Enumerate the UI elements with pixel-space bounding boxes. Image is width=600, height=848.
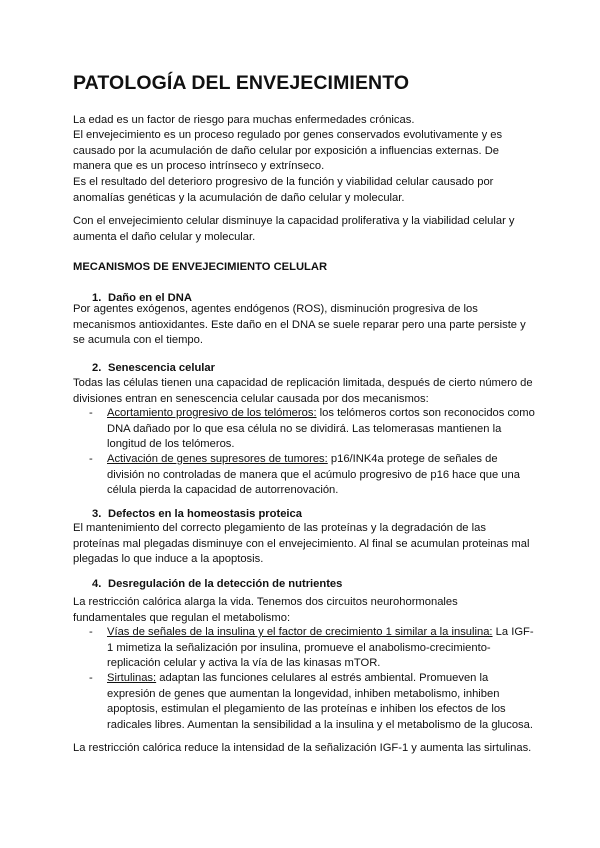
list-dash: - (89, 407, 93, 419)
section-body: Por agentes exógenos, agentes endógenos (ROS), disminución progresiva de los mecanismos antioxidantes. Este daño en el DNA se suele reparar pero una parte persiste y se acumula con el tiempo. (73, 303, 526, 347)
section-number: 4. (92, 578, 102, 590)
list-dash: - (89, 672, 93, 684)
section-body: El mantenimiento del correcto plegamiento de las proteínas y la degradación de las proteínas mal plegadas disminuye con el envejecimiento. Al final se acumulan proteinas mal plegadas lo que induce a la apoptosis. (73, 522, 530, 566)
section-title: Daño en el DNA (108, 292, 192, 304)
intro-paragraph: Con el envejecimiento celular disminuye la capacidad proliferativa y la viabilidad celular y aumenta el daño celular y molecular. (73, 215, 515, 243)
list-item-body: adaptan las funciones celulares al estrés ambiental. Promueven la expresión de genes que aumentan la longevidad, inhiben metabolismo, inhiben apoptosis, estimulan el plegamiento de las proteínas e inhiben los efectos de los radicales libres. Aumentan la sensibilidad a la insulina y el metabolismo de la glucosa. (107, 672, 533, 731)
list-item-body: La IGF-1 mimetiza la señalización por insulina, promueve el anabolismo-crecimiento-replicación celular y activa la vía de las kinasas mTOR. (107, 626, 534, 670)
list-item-term: Acortamiento progresivo de los telómeros: (107, 407, 317, 419)
list-item (89, 406, 537, 453)
list-item (89, 625, 537, 672)
list-item-text (107, 671, 537, 733)
intro-paragraph: La edad es un factor de riesgo para muchas enfermedades crónicas. (73, 114, 415, 126)
section-number: 3. (92, 508, 102, 520)
list-item-body: los telómeros cortos son reconocidos como DNA dañado por lo que esa célula no se dividirá. Las telomerasas mantienen la longitud de los telómeros. (107, 407, 535, 451)
section-title: Desregulación de la detección de nutrientes (108, 578, 343, 590)
list-item-term: Activación de genes supresores de tumores: (107, 453, 328, 465)
section-title: Defectos en la homeostasis proteica (108, 508, 302, 520)
section-subtitle: MECANISMOS DE ENVEJECIMIENTO CELULAR (73, 261, 328, 273)
section-body: Todas las células tienen una capacidad de replicación limitada, después de cierto número de divisiones entran en senescencia celular causada por dos mecanismos: (73, 377, 533, 405)
section-number: 1. (92, 292, 102, 304)
list-item-term: Sirtulinas: (107, 672, 157, 684)
list-item-text (107, 452, 537, 499)
section-number: 2. (92, 362, 102, 374)
list-item (89, 452, 537, 499)
intro-paragraph: El envejecimiento es un proceso regulado por genes conservados evolutivamente y es causado por la acumulación de daño celular por exposición a influencias externas. De manera que es un proceso intrínseco y extrínseco. (73, 129, 503, 173)
section-heading (92, 362, 215, 374)
list-item-text (107, 406, 537, 453)
intro-paragraph: Es el resultado del deterioro progresivo de la función y viabilidad celular causado por anomalías genéticas y la acumulación de daño celular y molecular. (73, 176, 494, 204)
page-title: PATOLOGÍA DEL ENVEJECIMIENTO (73, 72, 410, 94)
section-title: Senescencia celular (108, 362, 215, 374)
list-item-term: Vías de señales de la insulina y el factor de crecimiento 1 similar a la insulina: (107, 626, 493, 638)
list-item-body: p16/INK4a protege de señales de división no controladas de manera que el acúmulo progresivo de p16 hace que una célula pierda la capacidad de autorrenovación. (107, 453, 520, 497)
section-heading (92, 508, 302, 520)
list-dash: - (89, 453, 93, 465)
section-heading (92, 578, 342, 590)
section-body: La restricción calórica alarga la vida. Tenemos dos circuitos neurohormonales fundamentales que regulan el metabolismo: (73, 596, 458, 624)
section-closing: La restricción calórica reduce la intensidad de la señalización IGF-1 y aumenta las sirtulinas. (73, 742, 532, 754)
list-item-text (107, 625, 537, 672)
list-dash: - (89, 626, 93, 638)
list-item (89, 671, 537, 733)
